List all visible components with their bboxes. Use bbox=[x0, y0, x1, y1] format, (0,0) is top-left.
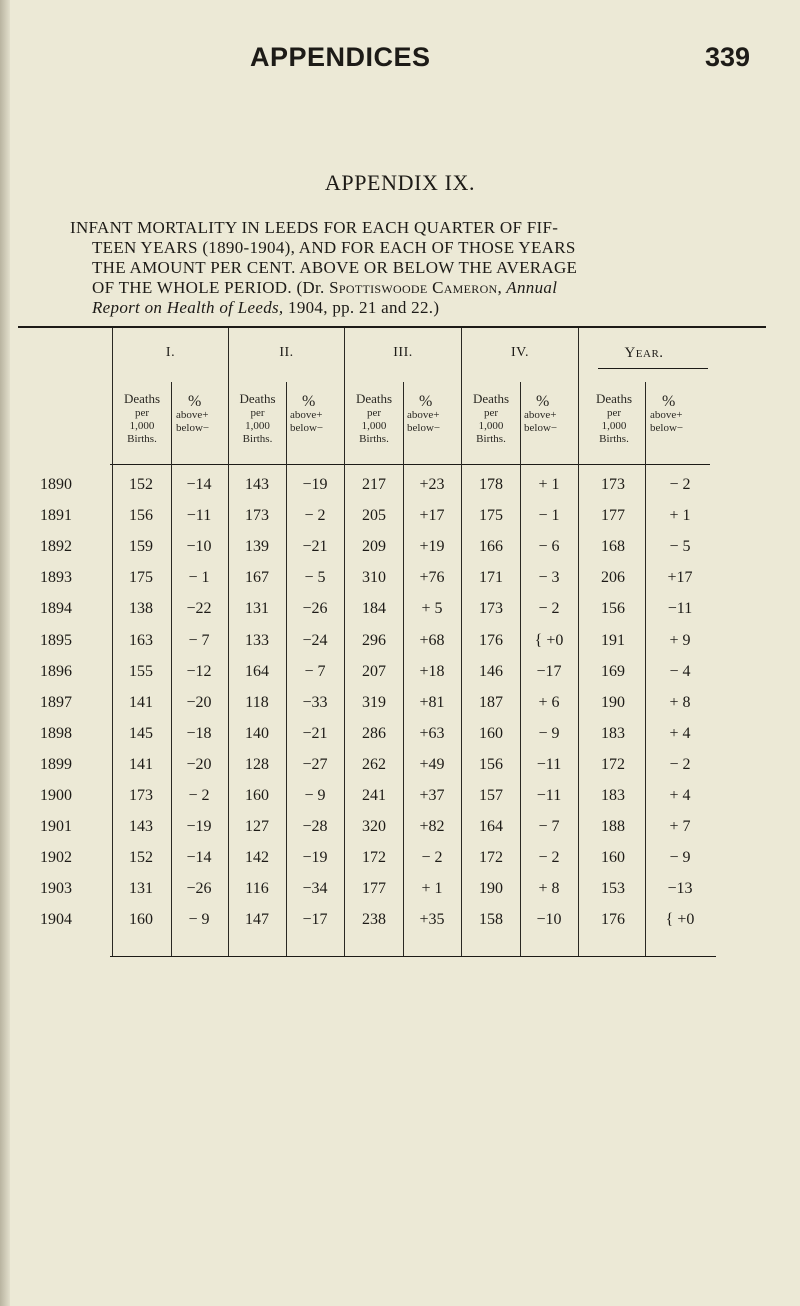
cell-q4-deaths: 175 bbox=[479, 507, 503, 524]
cell-q1-deaths: 155 bbox=[129, 663, 153, 680]
cell-q3-deaths: 262 bbox=[362, 756, 386, 773]
cell-q4-deaths: 164 bbox=[479, 818, 503, 835]
cell-q4-deaths: 156 bbox=[479, 756, 503, 773]
caption-line-5 bbox=[70, 298, 760, 318]
period-header-q1: I. bbox=[165, 345, 176, 360]
cell-q3-percent: +18 bbox=[419, 663, 445, 680]
page-number: 339 bbox=[705, 42, 751, 72]
cell-q3-deaths: 184 bbox=[362, 600, 386, 617]
running-head bbox=[0, 42, 800, 82]
cell-year-deaths: 156 bbox=[601, 600, 625, 617]
cell-year-deaths: 176 bbox=[601, 911, 625, 928]
cell-year: 1892 bbox=[40, 538, 72, 555]
percent-header-q2: % above+ below− bbox=[290, 393, 324, 434]
percent-header-q1: % above+ below− bbox=[176, 393, 210, 434]
appendix-title: APPENDIX IX. bbox=[324, 170, 476, 195]
caption-author: Spottiswoode Cameron, bbox=[329, 278, 503, 297]
cell-q1-deaths: 145 bbox=[129, 725, 153, 742]
cell-q2-percent: −34 bbox=[302, 880, 328, 897]
cell-year-percent: − 4 bbox=[669, 663, 691, 680]
cell-q1-deaths: 173 bbox=[129, 787, 153, 804]
cell-q2-percent: −19 bbox=[302, 849, 328, 866]
cell-year: 1902 bbox=[40, 849, 72, 866]
cell-q4-percent: −10 bbox=[536, 911, 562, 928]
cell-q3-percent: +35 bbox=[419, 911, 445, 928]
cell-q4-deaths: 187 bbox=[479, 694, 503, 711]
cell-year-percent: − 9 bbox=[669, 849, 691, 866]
cell-year-percent: − 5 bbox=[669, 538, 691, 555]
cell-q4-percent: −17 bbox=[536, 663, 562, 680]
caption-line-4 bbox=[70, 278, 760, 298]
cell-year: 1903 bbox=[40, 880, 72, 897]
cell-q4-deaths: 176 bbox=[479, 632, 503, 649]
cell-q3-deaths: 172 bbox=[362, 849, 386, 866]
cell-year-deaths: 190 bbox=[601, 694, 625, 711]
cell-q4-deaths: 166 bbox=[479, 538, 503, 555]
cell-q3-percent: +17 bbox=[419, 507, 445, 524]
column-divider bbox=[578, 328, 579, 956]
cell-year: 1894 bbox=[40, 600, 72, 617]
table-top-rule bbox=[18, 326, 766, 328]
cell-q1-deaths: 138 bbox=[129, 600, 153, 617]
cell-year: 1904 bbox=[40, 911, 72, 928]
cell-year-percent: { +0 bbox=[665, 911, 695, 928]
percent-header-year: % above+ below− bbox=[650, 393, 684, 434]
cell-q1-percent: − 7 bbox=[188, 632, 210, 649]
cell-q4-percent: − 6 bbox=[538, 538, 560, 555]
cell-q2-deaths: 147 bbox=[245, 911, 269, 928]
cell-q2-deaths: 160 bbox=[245, 787, 269, 804]
cell-year: 1893 bbox=[40, 569, 72, 586]
cell-q4-deaths: 173 bbox=[479, 600, 503, 617]
cell-q1-deaths: 175 bbox=[129, 569, 153, 586]
cell-year-deaths: 160 bbox=[601, 849, 625, 866]
cell-q1-percent: − 9 bbox=[188, 911, 210, 928]
period-header-year: Year. bbox=[624, 345, 664, 361]
cell-q3-deaths: 296 bbox=[362, 632, 386, 649]
cell-q4-deaths: 157 bbox=[479, 787, 503, 804]
cell-q2-percent: − 9 bbox=[304, 787, 326, 804]
cell-q1-percent: −18 bbox=[186, 725, 212, 742]
caption-line-1: INFANT MORTALITY IN LEEDS FOR EACH QUARTER OF FIF- bbox=[70, 218, 559, 237]
cell-q2-deaths: 139 bbox=[245, 538, 269, 555]
cell-year: 1891 bbox=[40, 507, 72, 524]
cell-q2-percent: − 5 bbox=[304, 569, 326, 586]
cell-q3-deaths: 209 bbox=[362, 538, 386, 555]
caption-citation: 1904, pp. 21 and 22.) bbox=[283, 298, 440, 317]
cell-q1-deaths: 131 bbox=[129, 880, 153, 897]
cell-year: 1898 bbox=[40, 725, 72, 742]
cell-year-percent: − 2 bbox=[669, 756, 691, 773]
cell-q2-deaths: 116 bbox=[245, 880, 269, 897]
cell-q1-percent: −26 bbox=[186, 880, 212, 897]
cell-q4-deaths: 172 bbox=[479, 849, 503, 866]
cell-q2-deaths: 173 bbox=[245, 507, 269, 524]
cell-q4-percent: − 3 bbox=[538, 569, 560, 586]
cell-q1-deaths: 152 bbox=[129, 476, 153, 493]
cell-q2-percent: − 7 bbox=[304, 663, 326, 680]
cell-year-deaths: 172 bbox=[601, 756, 625, 773]
cell-q3-percent: +49 bbox=[419, 756, 445, 773]
cell-year-percent: + 8 bbox=[669, 694, 691, 711]
cell-q1-percent: −20 bbox=[186, 694, 212, 711]
cell-year-deaths: 183 bbox=[601, 725, 625, 742]
cell-q1-percent: − 2 bbox=[188, 787, 210, 804]
cell-q3-percent: +82 bbox=[419, 818, 445, 835]
cell-q4-deaths: 171 bbox=[479, 569, 503, 586]
cell-q3-percent: − 2 bbox=[421, 849, 443, 866]
cell-q3-percent: +68 bbox=[419, 632, 445, 649]
cell-q3-percent: +19 bbox=[419, 538, 445, 555]
cell-q2-percent: −26 bbox=[302, 600, 328, 617]
cell-year: 1901 bbox=[40, 818, 72, 835]
cell-year-deaths: 169 bbox=[601, 663, 625, 680]
cell-q3-deaths: 310 bbox=[362, 569, 386, 586]
cell-year-deaths: 191 bbox=[601, 632, 625, 649]
table-caption bbox=[70, 218, 760, 318]
cell-q4-percent: + 8 bbox=[538, 880, 560, 897]
cell-q1-deaths: 141 bbox=[129, 756, 153, 773]
cell-q2-deaths: 164 bbox=[245, 663, 269, 680]
cell-q2-deaths: 128 bbox=[245, 756, 269, 773]
cell-q2-deaths: 143 bbox=[245, 476, 269, 493]
cell-q3-deaths: 286 bbox=[362, 725, 386, 742]
cell-q4-deaths: 190 bbox=[479, 880, 503, 897]
cell-q2-percent: −21 bbox=[302, 538, 328, 555]
cell-q2-deaths: 133 bbox=[245, 632, 269, 649]
cell-q1-percent: −12 bbox=[186, 663, 212, 680]
cell-q4-deaths: 160 bbox=[479, 725, 503, 742]
cell-year-deaths: 183 bbox=[601, 787, 625, 804]
cell-q2-percent: −28 bbox=[302, 818, 328, 835]
cell-q1-deaths: 163 bbox=[129, 632, 153, 649]
period-header-q4: IV. bbox=[511, 345, 529, 360]
cell-year-percent: + 9 bbox=[669, 632, 691, 649]
cell-q1-deaths: 159 bbox=[129, 538, 153, 555]
cell-q1-percent: −10 bbox=[186, 538, 212, 555]
cell-year: 1890 bbox=[40, 476, 72, 493]
caption-line-2: TEEN YEARS (1890-1904), AND FOR EACH OF THOSE YEARS bbox=[92, 238, 576, 257]
cell-year-deaths: 188 bbox=[601, 818, 625, 835]
cell-q4-percent: { +0 bbox=[534, 632, 564, 649]
cell-q1-deaths: 152 bbox=[129, 849, 153, 866]
cell-year-deaths: 153 bbox=[601, 880, 625, 897]
cell-q3-deaths: 207 bbox=[362, 663, 386, 680]
cell-q1-deaths: 143 bbox=[129, 818, 153, 835]
table-bottom-rule bbox=[110, 956, 716, 957]
year-header-underline bbox=[598, 368, 708, 369]
cell-q4-percent: − 1 bbox=[538, 507, 560, 524]
cell-year: 1899 bbox=[40, 756, 72, 773]
cell-q2-percent: −27 bbox=[302, 756, 328, 773]
cell-q2-deaths: 131 bbox=[245, 600, 269, 617]
deaths-header-year: Deaths per 1,000 Births. bbox=[595, 391, 633, 445]
cell-q4-percent: − 2 bbox=[538, 849, 560, 866]
cell-year: 1897 bbox=[40, 694, 72, 711]
cell-q2-deaths: 118 bbox=[245, 694, 269, 711]
cell-year-percent: + 7 bbox=[669, 818, 691, 835]
cell-year-deaths: 206 bbox=[601, 569, 625, 586]
deaths-header-q1: Deaths per 1,000 Births. bbox=[123, 391, 161, 445]
cell-year: 1895 bbox=[40, 632, 72, 649]
cell-q4-deaths: 158 bbox=[479, 911, 503, 928]
cell-q3-deaths: 217 bbox=[362, 476, 386, 493]
cell-year-percent: −11 bbox=[667, 600, 693, 617]
running-head-title: APPENDICES bbox=[250, 42, 431, 72]
cell-q2-deaths: 142 bbox=[245, 849, 269, 866]
cell-q2-deaths: 127 bbox=[245, 818, 269, 835]
cell-q3-percent: +63 bbox=[419, 725, 445, 742]
cell-q1-percent: −14 bbox=[186, 476, 212, 493]
cell-q4-percent: − 9 bbox=[538, 725, 560, 742]
cell-q3-deaths: 241 bbox=[362, 787, 386, 804]
cell-q4-percent: + 6 bbox=[538, 694, 560, 711]
column-divider bbox=[645, 382, 646, 956]
cell-q3-deaths: 319 bbox=[362, 694, 386, 711]
period-header-q3: III. bbox=[393, 345, 413, 360]
cell-q1-deaths: 160 bbox=[129, 911, 153, 928]
cell-q4-percent: − 7 bbox=[538, 818, 560, 835]
caption-report-title-b: Report on Health of Leeds, bbox=[92, 298, 284, 317]
cell-q3-percent: + 1 bbox=[421, 880, 443, 897]
deaths-header-q4: Deaths per 1,000 Births. bbox=[472, 391, 510, 445]
cell-q2-percent: −24 bbox=[302, 632, 328, 649]
percent-header-q4: % above+ below− bbox=[524, 393, 558, 434]
cell-year-deaths: 168 bbox=[601, 538, 625, 555]
cell-q2-percent: −19 bbox=[302, 476, 328, 493]
cell-year-deaths: 177 bbox=[601, 507, 625, 524]
cell-year: 1900 bbox=[40, 787, 72, 804]
cell-q1-percent: −22 bbox=[186, 600, 212, 617]
cell-q2-percent: −21 bbox=[302, 725, 328, 742]
cell-q3-percent: +81 bbox=[419, 694, 445, 711]
cell-q2-percent: −17 bbox=[302, 911, 328, 928]
cell-year-percent: − 2 bbox=[669, 476, 691, 493]
cell-q2-percent: −33 bbox=[302, 694, 328, 711]
cell-year-percent: +17 bbox=[667, 569, 693, 586]
cell-q1-percent: −20 bbox=[186, 756, 212, 773]
table-header-rule bbox=[110, 464, 710, 465]
cell-q4-percent: −11 bbox=[536, 787, 562, 804]
cell-year: 1896 bbox=[40, 663, 72, 680]
caption-line-4-text: OF THE WHOLE PERIOD. (Dr. bbox=[92, 278, 330, 297]
deaths-header-q2: Deaths per 1,000 Births. bbox=[239, 391, 276, 445]
cell-q4-percent: + 1 bbox=[538, 476, 560, 493]
cell-year-percent: + 4 bbox=[669, 725, 691, 742]
cell-q2-deaths: 167 bbox=[245, 569, 269, 586]
cell-q1-percent: − 1 bbox=[188, 569, 210, 586]
cell-year-percent: + 4 bbox=[669, 787, 691, 804]
deaths-header-q3: Deaths per 1,000 Births. bbox=[355, 391, 393, 445]
cell-q1-deaths: 156 bbox=[129, 507, 153, 524]
cell-q3-deaths: 238 bbox=[362, 911, 386, 928]
cell-q3-deaths: 205 bbox=[362, 507, 386, 524]
cell-year-percent: + 1 bbox=[669, 507, 691, 524]
cell-year-percent: −13 bbox=[667, 880, 693, 897]
cell-q3-deaths: 177 bbox=[362, 880, 386, 897]
cell-q1-percent: −11 bbox=[186, 507, 212, 524]
cell-q4-deaths: 178 bbox=[479, 476, 503, 493]
cell-q2-percent: − 2 bbox=[304, 507, 326, 524]
period-header-q2: II. bbox=[279, 345, 294, 360]
cell-year-deaths: 173 bbox=[601, 476, 625, 493]
cell-q4-percent: − 2 bbox=[538, 600, 560, 617]
cell-q2-deaths: 140 bbox=[245, 725, 269, 742]
cell-q4-percent: −11 bbox=[536, 756, 562, 773]
caption-report-title-a: Annual bbox=[502, 278, 558, 297]
caption-line-3: THE AMOUNT PER CENT. ABOVE OR BELOW THE AVERAGE bbox=[92, 258, 578, 277]
cell-q3-percent: +76 bbox=[419, 569, 445, 586]
cell-q1-percent: −19 bbox=[186, 818, 212, 835]
cell-q1-percent: −14 bbox=[186, 849, 212, 866]
percent-header-q3: % above+ below− bbox=[407, 393, 441, 434]
cell-q3-percent: +23 bbox=[419, 476, 445, 493]
cell-q3-percent: +37 bbox=[419, 787, 445, 804]
cell-q3-deaths: 320 bbox=[362, 818, 386, 835]
cell-q3-percent: + 5 bbox=[421, 600, 443, 617]
cell-q1-deaths: 141 bbox=[129, 694, 153, 711]
cell-q4-deaths: 146 bbox=[479, 663, 503, 680]
